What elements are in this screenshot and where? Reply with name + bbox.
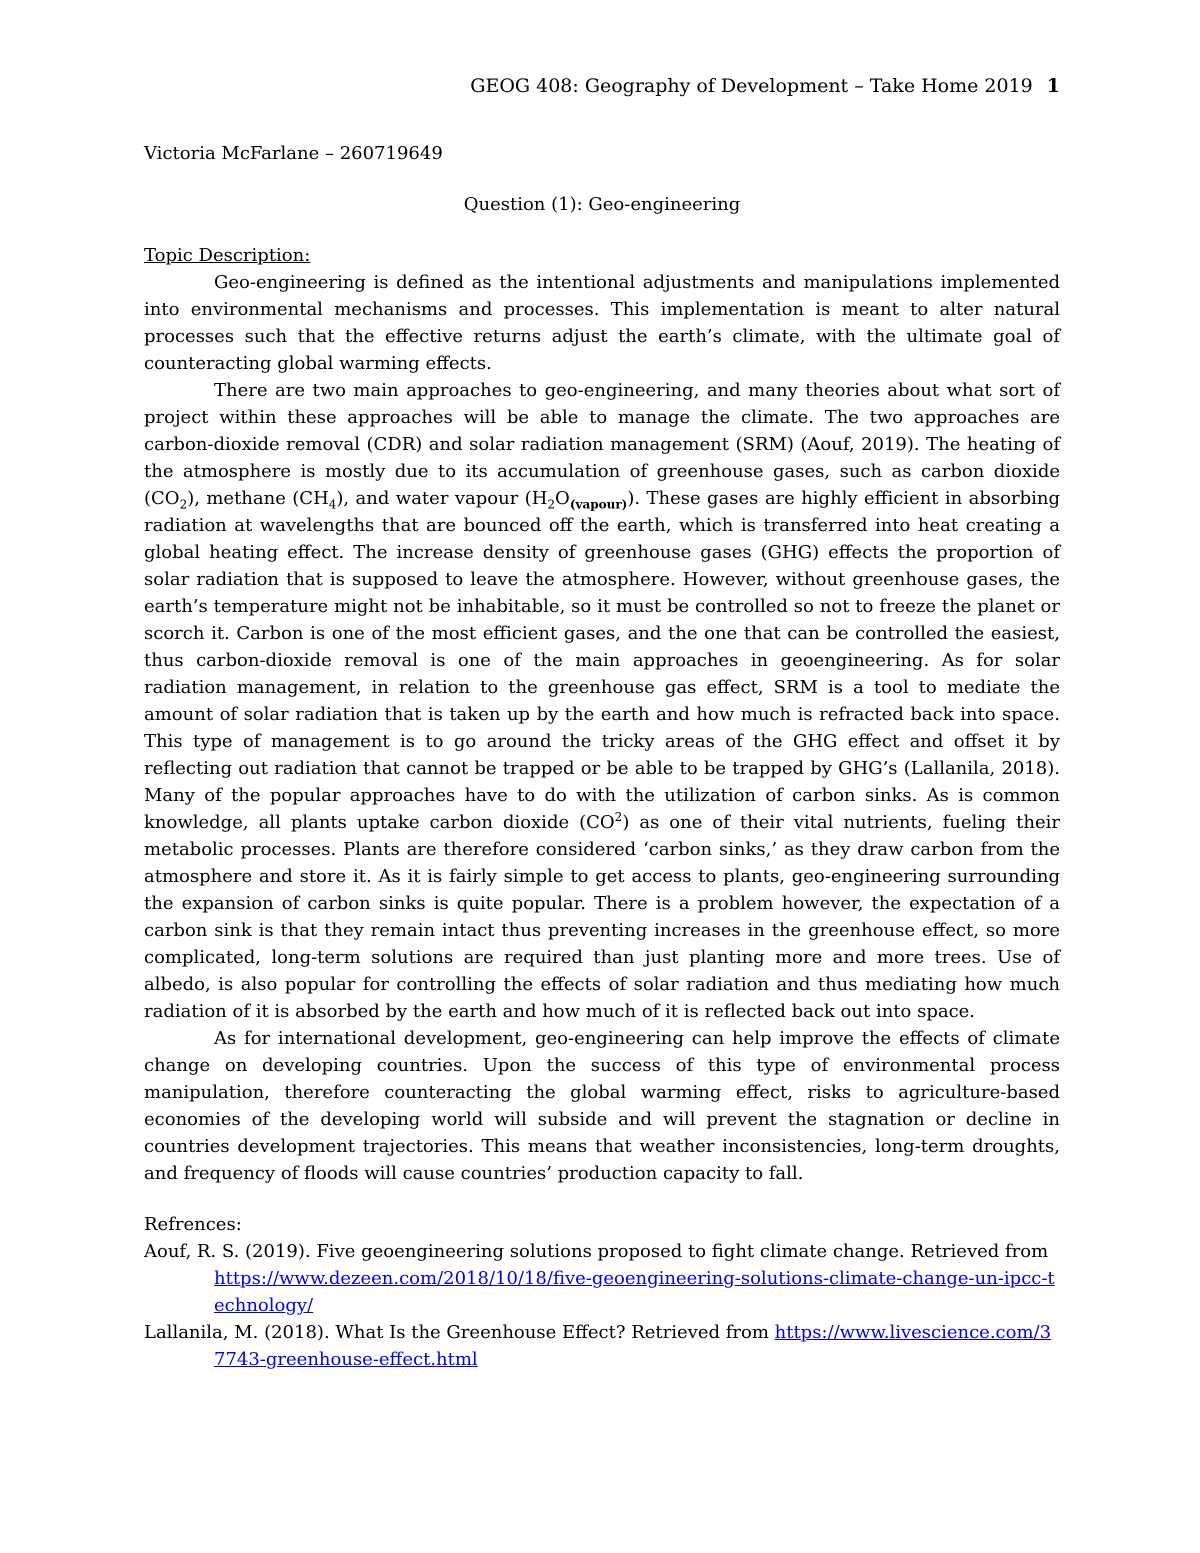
page-number: 1 bbox=[1046, 75, 1060, 97]
paragraph-text: ) as one of their vital nutrients, fueling their metabolic processes. Plants are therefore considered ‘carbon sinks,’ as they draw carbon from the atmosphere and store it. As it is fairly simple to get access to plants, geo-engineering surrounding the expansion of carbon sinks is quite popular. There is a problem however, the expectation of a carbon sink is that they remain intact thus preventing increases in the greenhouse effect, so more complicated, long-term solutions are required than just planting more and more trees. Use of albedo, is also popular for controlling the effects of solar radiation and thus mediating how much radiation of it is absorbed by the earth and how much of it is reflected back out into space. bbox=[144, 812, 1060, 1022]
reference-link[interactable]: https://www.livescience.com/37743-greenhouse-effect.html bbox=[214, 1322, 1052, 1370]
author-line: Victoria McFarlane – 260719649 bbox=[144, 143, 443, 164]
topic-heading: Topic Description: bbox=[144, 245, 311, 266]
reference-text: Lallanila, M. (2018). What Is the Greenhouse Effect? Retrieved from bbox=[144, 1322, 775, 1343]
superscript: 2 bbox=[614, 810, 623, 824]
paragraph-development: As for international development, geo-engineering can help improve the effects of climate change on developing countries. Upon the success of this type of environmental process manipulation, therefore counteracting the global warming effect, risks to agriculture-based economies of the developing world will subside and will prevent the stagnation or decline in countries development trajectories. This means that weather inconsistencies, long-term droughts, and frequency of floods will cause countries’ production capacity to fall. bbox=[144, 1028, 1060, 1184]
question-title: Question (1): Geo-engineering bbox=[463, 194, 741, 215]
paragraph-text: ), and water vapour (H bbox=[336, 488, 548, 509]
paragraph-text: ). These gases are highly efficient in absorbing radiation at wavelengths that are bounced off the earth, which is transferred into heat creating a global heating effect. The increase density of greenhouse gases (GHG) effects the proportion of solar radiation that is supposed to leave the atmosphere. However, without greenhouse gases, the earth’s temperature might not be inhabitable, so it must be controlled so not to freeze the planet or scorch it. Carbon is one of the most efficient gases, and the one that can be controlled the easiest, thus carbon-dioxide removal is one of the main approaches in geoengineering. As for solar radiation management, in relation to the greenhouse gas effect, SRM is a tool to mediate the amount of solar radiation that is taken up by the earth and how much is refracted back into space. This type of management is to go around the tricky areas of the GHG effect and offset it by reflecting out radiation that cannot be trapped or be able to be trapped by GHG’s (Lallanila, 2018). Many of the popular approaches have to do with the utilization of carbon sinks. As is common knowledge, all plants uptake carbon dioxide (CO bbox=[144, 488, 1060, 833]
paragraph-definition: Geo-engineering is defined as the intentional adjustments and manipulations implemented into environmental mechanisms and processes. This implementation is meant to alter natural processes such that the effective returns adjust the earth’s climate, with the ultimate goal of counteracting global warming effects. bbox=[144, 272, 1060, 374]
subscript: (vapour) bbox=[569, 497, 628, 512]
reference-text: Aouf, R. S. (2019). Five geoengineering solutions proposed to fight climate change. Retrieved from bbox=[144, 1241, 1049, 1262]
subscript: 4 bbox=[328, 497, 337, 512]
paragraph-text: ), methane (CH bbox=[187, 488, 329, 509]
paragraph-text: There are two main approaches to geo-engineering, and many theories about what sort of project within these approaches will be able to manage the climate. The two approaches are carbon-dioxide removal (CDR) and solar radiation management (SRM) (Aouf, 2019). The heating of the atmosphere is mostly due to its accumulation of greenhouse gases, such as carbon dioxide (CO bbox=[144, 380, 1060, 509]
paragraph-text: O bbox=[555, 488, 570, 509]
document-body bbox=[144, 140, 1060, 1373]
page-header bbox=[470, 70, 1060, 102]
subscript: 2 bbox=[179, 497, 188, 512]
paragraph-approaches bbox=[144, 377, 1060, 1025]
subscript: 2 bbox=[547, 497, 556, 512]
reference-link[interactable]: https://www.dezeen.com/2018/10/18/five-geoengineering-solutions-climate-change-un-ipcc-technology/ bbox=[214, 1268, 1055, 1316]
header-title: GEOG 408: Geography of Development – Take Home 2019 bbox=[470, 75, 1033, 97]
reference-item bbox=[144, 1319, 1060, 1373]
reference-item bbox=[144, 1238, 1060, 1319]
references-heading: Refrences: bbox=[144, 1214, 242, 1235]
